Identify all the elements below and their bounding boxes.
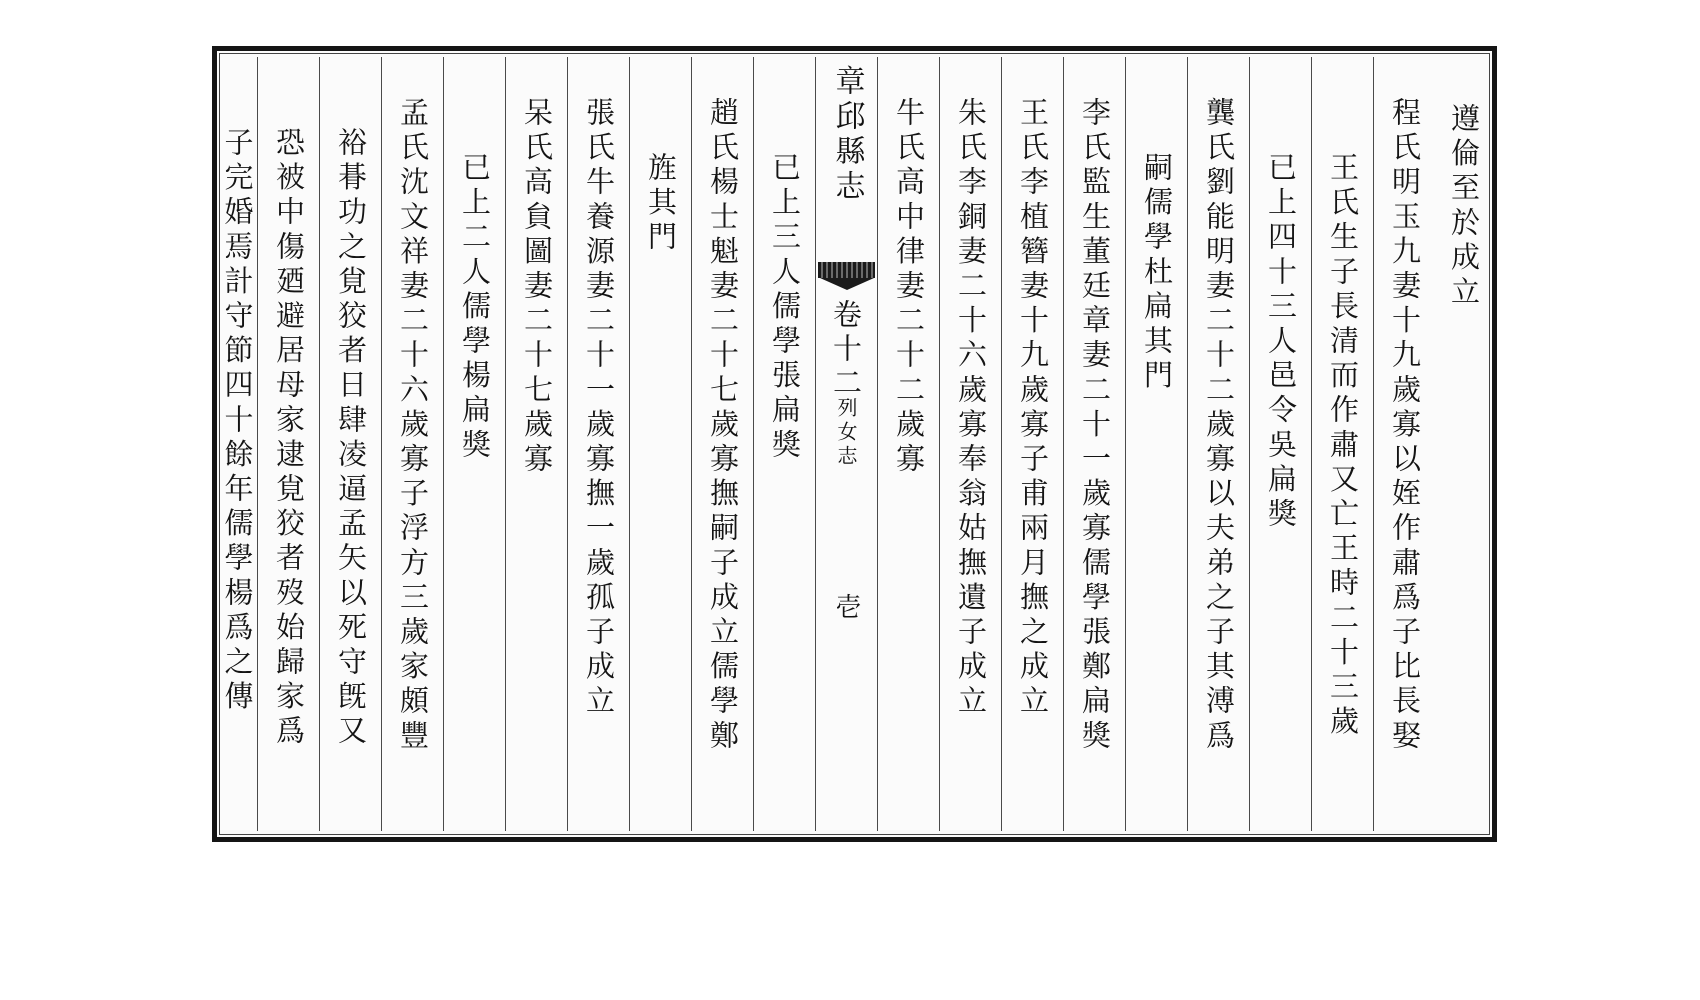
text-column-left-7 <box>381 57 443 831</box>
text-column-left-10 <box>217 57 257 831</box>
text-column-right-8 <box>1001 57 1063 831</box>
text-column-left-2 <box>691 57 753 831</box>
text-column-left-5 <box>505 57 567 831</box>
column-text: 已上三人儒學張扁獎 <box>768 152 802 464</box>
text-column-left-8 <box>319 57 381 831</box>
column-text: 嗣儒學杜扁其門 <box>1140 152 1174 395</box>
text-column-left-3 <box>629 57 691 831</box>
text-column-right-7 <box>1063 57 1125 831</box>
column-text: 裕朞功之覍狡者日肆凌逼孟矢以死守旣又 <box>334 127 368 750</box>
column-text: 龔氏劉能明妻二十二歲寡以夫弟之子其溥爲 <box>1202 97 1236 755</box>
column-text: 王氏李植簪妻十九歲寡子甫兩月撫之成立 <box>1016 97 1050 720</box>
text-column-right-6 <box>1125 57 1187 831</box>
text-column-right-4 <box>1249 57 1311 831</box>
column-text: 趙氏楊士魁妻二十七歲寡撫嗣子成立儒學鄭 <box>706 97 740 755</box>
column-text: 子完婚焉計守節四十餘年儒學楊爲之傳 <box>220 127 255 716</box>
column-text: 張氏牛養源妻二十一歲寡撫一歲孤子成立 <box>582 97 616 720</box>
column-text: 朱氏李銅妻二十六歲寡奉翁姑撫遺子成立 <box>954 97 988 720</box>
fish-tail-ornament <box>818 262 875 278</box>
column-text: 孟氏沈文祥妻二十六歲寡子浮方三歲家頗豐 <box>396 97 430 755</box>
section-label: 列女志 <box>834 397 858 469</box>
page-border-frame <box>212 46 1497 842</box>
text-column-left-4 <box>567 57 629 831</box>
column-text: 王氏生子長清而作肅又亡王時二十三歲 <box>1326 152 1360 741</box>
column-text: 牛氏高中律妻二十二歲寡 <box>892 97 926 478</box>
volume-label: 卷十二 <box>829 299 863 401</box>
text-column-right-5 <box>1187 57 1249 831</box>
text-column-right-1 <box>1435 57 1492 831</box>
text-column-right-3 <box>1311 57 1373 831</box>
column-text: 遵倫至於成立 <box>1447 103 1481 311</box>
column-text: 程氏明玉九妻十九歲寡以姪作肅爲子比長娶 <box>1388 97 1422 755</box>
center-fold-column <box>815 57 877 831</box>
column-text: 已上四十三人邑令吳扁獎 <box>1264 152 1298 533</box>
column-text: 恐被中傷廼避居母家逮覍狡者歿始歸家爲 <box>272 127 306 750</box>
text-column-left-9 <box>257 57 319 831</box>
page-number: 壱 <box>831 593 861 619</box>
text-column-right-10 <box>877 57 939 831</box>
column-text: 李氏監生董廷章妻二十一歲寡儒學張鄭扁獎 <box>1078 97 1112 755</box>
column-text: 旌其門 <box>644 152 678 256</box>
text-column-right-2 <box>1373 57 1435 831</box>
column-text: 呆氏高貟圖妻二十七歲寡 <box>520 97 554 478</box>
text-column-left-1 <box>753 57 815 831</box>
book-title: 章邱縣志 <box>829 65 865 205</box>
text-column-right-9 <box>939 57 1001 831</box>
column-text: 已上二人儒學楊扁獎 <box>458 152 492 464</box>
text-column-left-6 <box>443 57 505 831</box>
